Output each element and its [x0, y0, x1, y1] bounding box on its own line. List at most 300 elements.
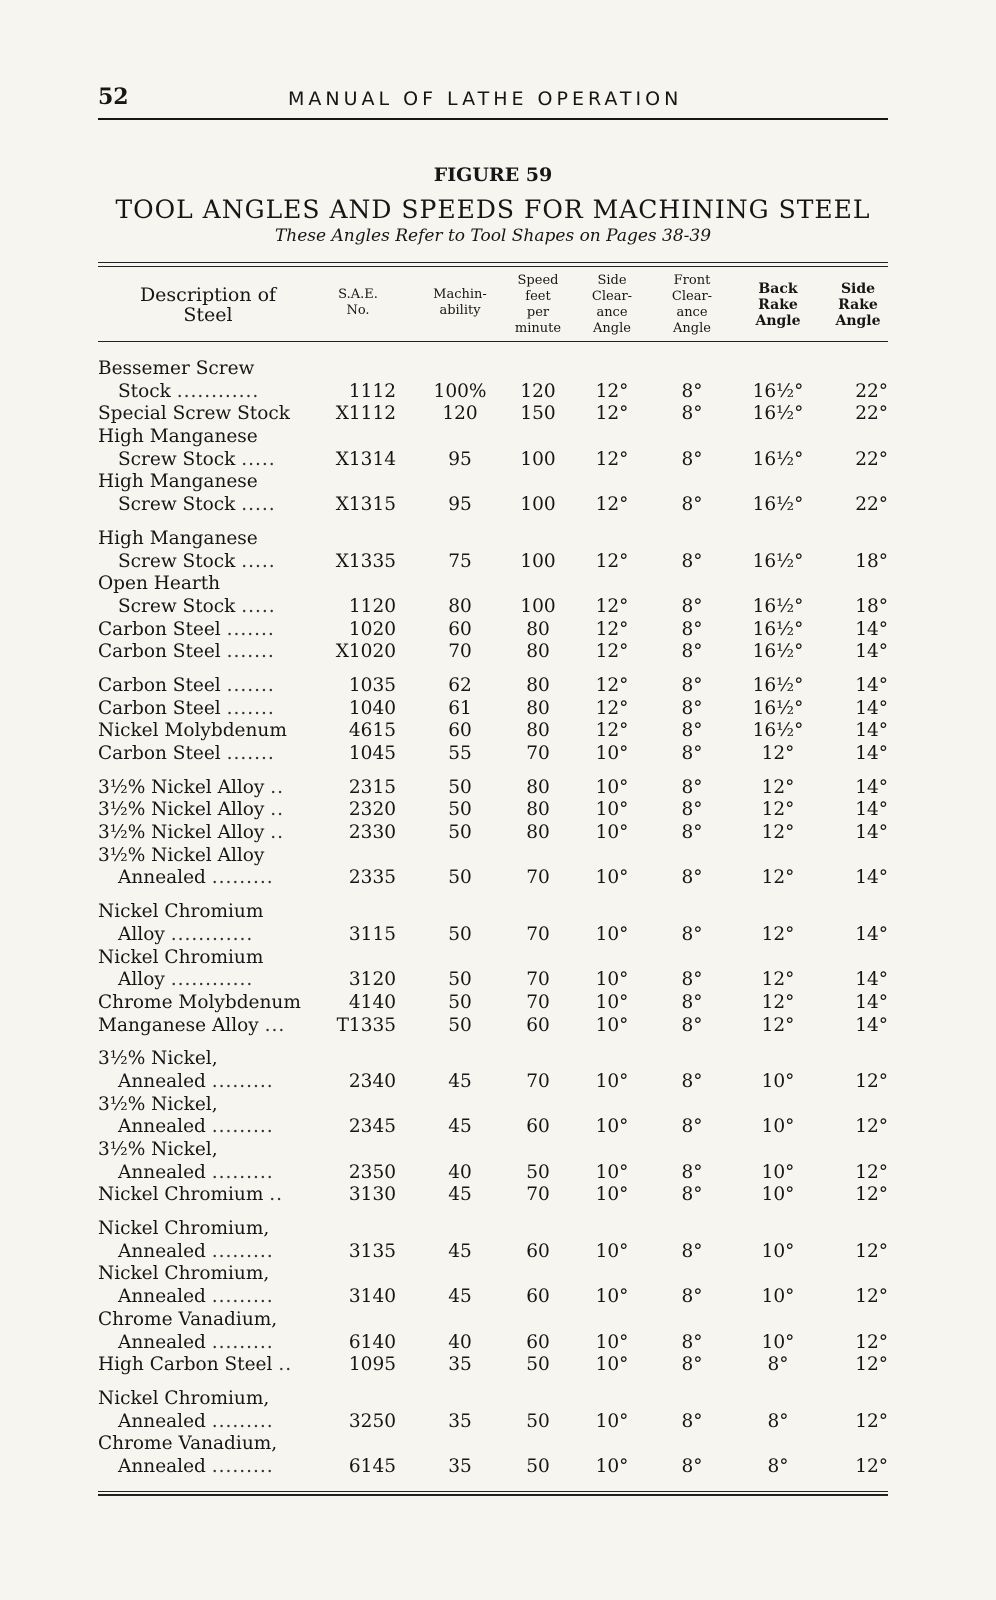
steel-description	[98, 1184, 283, 1205]
table-row	[98, 1286, 888, 1309]
side-clearance-value: 12°	[595, 550, 629, 572]
front-clearance-value: 8°	[681, 1184, 703, 1206]
machinability-value: 60	[448, 618, 472, 640]
side-rake-value: 14°	[855, 720, 888, 742]
side-clearance-value: 10°	[595, 1116, 629, 1138]
side-rake-value: 12°	[855, 1161, 888, 1183]
front-clearance-value: 8°	[681, 1240, 703, 1262]
dot-leader: .........	[211, 1240, 274, 1262]
steel-description	[98, 1354, 292, 1375]
side-rake-value: 12°	[855, 1184, 888, 1206]
table-row	[98, 641, 888, 664]
machinability-value: 45	[448, 1116, 472, 1138]
side-rake-value: 14°	[855, 697, 888, 719]
sae-number: 1020	[348, 618, 396, 640]
machinability-value: 35	[448, 1354, 472, 1376]
sae-number: X1314	[335, 448, 396, 470]
steel-description	[98, 992, 301, 1013]
side-clearance-value: 10°	[595, 1286, 629, 1308]
sae-number: 4140	[348, 991, 396, 1013]
front-clearance-value: 8°	[681, 403, 703, 425]
side-rake-value: 14°	[855, 618, 888, 640]
sae-number: 3135	[348, 1240, 396, 1262]
steel-description	[118, 596, 276, 617]
back-rake-value: 10°	[761, 1116, 795, 1138]
side-clearance-value: 12°	[595, 618, 629, 640]
steel-description-text: Carbon Steel	[98, 674, 221, 696]
back-rake-value: 12°	[761, 799, 795, 821]
side-clearance-value: 10°	[595, 1331, 629, 1353]
machinability-value: 70	[448, 641, 472, 663]
table-row	[98, 1139, 888, 1162]
table-row	[98, 1309, 888, 1332]
machinability-value: 55	[448, 743, 472, 764]
dot-leader: .........	[211, 1286, 274, 1308]
table-row	[98, 596, 888, 619]
steel-description	[98, 698, 275, 719]
dot-leader: ..	[270, 776, 285, 798]
table-row	[98, 698, 888, 721]
side-clearance-value: 10°	[595, 822, 629, 844]
sae-number: T1335	[336, 1014, 396, 1036]
header-bottom-rule	[98, 341, 888, 342]
dot-leader: ..	[278, 1354, 293, 1376]
steel-description	[98, 1388, 269, 1409]
steel-description-text: 3½% Nickel,	[98, 1048, 218, 1070]
front-clearance-value: 8°	[681, 697, 703, 719]
steel-description	[118, 551, 276, 572]
speed-value: 80	[526, 641, 550, 663]
speed-value: 100	[520, 494, 556, 516]
side-rake-value: 14°	[855, 822, 888, 844]
steel-description	[118, 924, 253, 945]
steel-description	[118, 1162, 274, 1183]
side-rake-value: 12°	[855, 1240, 888, 1262]
machinability-value: 60	[448, 720, 472, 742]
steel-description-text: Annealed	[118, 1455, 206, 1477]
front-clearance-value: 8°	[681, 743, 703, 764]
back-rake-value: 16½°	[752, 697, 804, 719]
sae-number: X1315	[335, 494, 396, 516]
back-rake-value: 16½°	[752, 595, 804, 617]
back-rake-value: 16½°	[752, 380, 804, 402]
page-number: 52	[98, 84, 129, 110]
dot-leader: .....	[241, 494, 276, 516]
speed-value: 50	[526, 1410, 550, 1432]
front-clearance-value: 8°	[681, 595, 703, 617]
col-header-description: Description of Steel	[139, 284, 277, 326]
steel-description	[118, 1286, 274, 1307]
table-row	[98, 381, 888, 404]
table-row	[98, 471, 888, 494]
speed-value: 100	[520, 448, 556, 470]
steel-description-text: Nickel Chromium	[98, 946, 264, 968]
sae-number: 3250	[348, 1410, 396, 1432]
steel-description	[98, 358, 254, 379]
steel-description	[98, 1309, 277, 1330]
side-clearance-value: 12°	[595, 403, 629, 425]
steel-description	[98, 426, 258, 447]
side-rake-value: 12°	[855, 1286, 888, 1308]
side-clearance-value: 12°	[595, 595, 629, 617]
steel-description-text: 3½% Nickel Alloy	[98, 844, 265, 866]
speed-value: 80	[526, 822, 550, 844]
machinability-value: 120	[442, 403, 478, 425]
front-clearance-value: 8°	[681, 1161, 703, 1183]
speed-value: 80	[526, 799, 550, 821]
speed-value: 80	[526, 618, 550, 640]
speed-value: 80	[526, 697, 550, 719]
side-rake-value: 22°	[855, 448, 888, 470]
side-rake-value: 12°	[855, 1331, 888, 1353]
steel-description	[98, 528, 258, 549]
side-clearance-value: 10°	[595, 969, 629, 991]
front-clearance-value: 8°	[681, 1014, 703, 1036]
speed-value: 70	[526, 1070, 550, 1092]
steel-description	[118, 449, 276, 470]
steel-description	[98, 947, 263, 968]
steel-description	[98, 471, 258, 492]
side-rake-value: 22°	[855, 403, 888, 425]
sae-number: 1045	[348, 743, 396, 764]
steel-description	[118, 494, 276, 515]
steel-description	[98, 845, 264, 866]
sae-number: 3120	[348, 969, 396, 991]
side-rake-value: 12°	[855, 1410, 888, 1432]
steel-description	[98, 1048, 218, 1069]
speed-value: 70	[526, 1184, 550, 1206]
steel-description-text: Chrome Vanadium,	[98, 1308, 278, 1330]
steel-description-text: Stock	[118, 380, 171, 402]
side-rake-value: 14°	[855, 867, 888, 889]
dot-leader: .....	[241, 550, 276, 572]
table-row	[98, 743, 888, 766]
speed-value: 70	[526, 867, 550, 889]
steel-description	[98, 573, 220, 594]
back-rake-value: 16½°	[752, 618, 804, 640]
steel-description	[98, 777, 284, 798]
side-clearance-value: 12°	[595, 494, 629, 516]
steel-description-text: Bessemer Screw	[98, 358, 255, 379]
steel-description	[98, 1218, 269, 1239]
steel-description-text: Nickel Chromium	[98, 901, 264, 923]
steel-description-text: Carbon Steel	[98, 618, 221, 640]
steel-description	[98, 641, 275, 662]
steel-description	[98, 1094, 218, 1115]
steel-description	[98, 403, 290, 424]
table-row	[98, 1433, 888, 1456]
table-row	[98, 777, 888, 800]
table-row	[98, 619, 888, 642]
steel-description	[118, 1411, 274, 1432]
sae-number: X1335	[335, 550, 396, 572]
machinability-value: 45	[448, 1184, 472, 1206]
speed-value: 50	[526, 1161, 550, 1183]
front-clearance-value: 8°	[681, 674, 703, 696]
dot-leader: .........	[211, 1455, 274, 1477]
speed-value: 70	[526, 991, 550, 1013]
table-row	[98, 573, 888, 596]
front-clearance-value: 8°	[681, 380, 703, 402]
side-clearance-value: 10°	[595, 1070, 629, 1092]
table-row	[98, 845, 888, 868]
machinability-value: 45	[448, 1240, 472, 1262]
speed-value: 50	[526, 1354, 550, 1376]
steel-description-text: Annealed	[118, 1116, 206, 1138]
steel-description	[118, 381, 259, 402]
machinability-value: 45	[448, 1286, 472, 1308]
steel-description-text: Screw Stock	[118, 494, 236, 516]
speed-value: 70	[526, 923, 550, 945]
machinability-value: 50	[448, 1014, 472, 1036]
steel-description	[118, 1116, 274, 1137]
steel-description-text: Annealed	[118, 1161, 206, 1183]
side-rake-value: 14°	[855, 923, 888, 945]
table-row	[98, 494, 888, 517]
back-rake-value: 16½°	[752, 448, 804, 470]
steel-description-text: Annealed	[118, 1240, 206, 1262]
steel-description-text: Carbon Steel	[98, 697, 221, 719]
steel-description-text: Screw Stock	[118, 595, 236, 617]
steel-description-text: Open Hearth	[98, 573, 221, 595]
dot-leader: ............	[176, 380, 260, 402]
side-rake-value: 14°	[855, 991, 888, 1013]
side-clearance-value: 10°	[595, 991, 629, 1013]
back-rake-value: 16½°	[752, 550, 804, 572]
steel-description-text: Annealed	[118, 867, 206, 889]
side-rake-value: 14°	[855, 1014, 888, 1036]
steel-description	[98, 1015, 285, 1036]
table-row	[98, 1354, 888, 1377]
steel-description-text: Screw Stock	[118, 448, 236, 470]
machinability-value: 62	[448, 674, 472, 696]
running-head	[98, 80, 888, 116]
col-header-machinability: Machin- ability	[433, 287, 487, 318]
back-rake-value: 16½°	[752, 674, 804, 696]
back-rake-value: 10°	[761, 1184, 795, 1206]
steel-description-text: Manganese Alloy	[98, 1014, 259, 1036]
side-clearance-value: 12°	[595, 674, 629, 696]
front-clearance-value: 8°	[681, 991, 703, 1013]
steel-description-text: Chrome Vanadium,	[98, 1433, 278, 1455]
steel-description-text: High Manganese	[98, 471, 258, 493]
back-rake-value: 16½°	[752, 720, 804, 742]
table-row	[98, 1332, 888, 1355]
sae-number: 2340	[348, 1070, 396, 1092]
table-row	[98, 1015, 888, 1038]
table-row	[98, 901, 888, 924]
col-header-speed: Speed feet per minute	[514, 273, 562, 336]
back-rake-value: 12°	[761, 969, 795, 991]
steel-description-text: 3½% Nickel Alloy	[98, 799, 265, 821]
steel-description	[98, 1263, 269, 1284]
steel-description	[118, 1071, 274, 1092]
front-clearance-value: 8°	[681, 1410, 703, 1432]
machinability-value: 95	[448, 448, 472, 470]
side-rake-value: 14°	[855, 776, 888, 798]
back-rake-value: 12°	[761, 776, 795, 798]
steel-description-text: Alloy	[118, 923, 165, 945]
steel-description	[98, 799, 284, 820]
table-title: TOOL ANGLES AND SPEEDS FOR MACHINING STEEL	[115, 195, 871, 224]
back-rake-value: 8°	[767, 1455, 789, 1477]
table-row	[98, 528, 888, 551]
side-rake-value: 12°	[855, 1354, 888, 1376]
front-clearance-value: 8°	[681, 1116, 703, 1138]
machinability-value: 50	[448, 923, 472, 945]
steel-description-text: High Manganese	[98, 527, 258, 549]
table-row	[98, 1456, 888, 1479]
speed-value: 100	[520, 595, 556, 617]
side-clearance-value: 10°	[595, 1455, 629, 1477]
table-row	[98, 449, 888, 472]
steel-description-text: Carbon Steel	[98, 743, 221, 764]
sae-number: 3140	[348, 1286, 396, 1308]
side-clearance-value: 12°	[595, 380, 629, 402]
column-headers	[98, 267, 888, 341]
steel-description-text: Annealed	[118, 1331, 206, 1353]
side-clearance-value: 12°	[595, 720, 629, 742]
col-header-side-clearance: Side Clear- ance Angle	[591, 273, 633, 336]
sae-number: 6145	[348, 1455, 396, 1477]
table-row	[98, 822, 888, 845]
steel-description	[118, 1456, 274, 1477]
side-clearance-value: 10°	[595, 1240, 629, 1262]
front-clearance-value: 8°	[681, 1354, 703, 1376]
speed-value: 60	[526, 1331, 550, 1353]
table-row	[98, 1071, 888, 1094]
speed-value: 60	[526, 1286, 550, 1308]
machinability-value: 80	[448, 595, 472, 617]
table-row	[98, 675, 888, 698]
machinability-value: 75	[448, 550, 472, 572]
dot-leader: .........	[211, 867, 274, 889]
steel-description-text: 3½% Nickel,	[98, 1093, 218, 1115]
running-title: MANUAL OF LATHE OPERATION	[288, 88, 683, 110]
machinability-value: 50	[448, 991, 472, 1013]
sae-number: 6140	[348, 1331, 396, 1353]
table-row	[98, 799, 888, 822]
side-clearance-value: 10°	[595, 1354, 629, 1376]
table-row	[98, 1116, 888, 1139]
machinability-value: 45	[448, 1070, 472, 1092]
back-rake-value: 12°	[761, 822, 795, 844]
back-rake-value: 12°	[761, 991, 795, 1013]
steel-description	[98, 743, 275, 764]
dot-leader: ..	[269, 1184, 284, 1206]
side-clearance-value: 12°	[595, 697, 629, 719]
steel-description-text: Carbon Steel	[98, 641, 221, 663]
speed-value: 150	[520, 403, 556, 425]
side-clearance-value: 10°	[595, 1184, 629, 1206]
speed-value: 80	[526, 720, 550, 742]
side-rake-value: 14°	[855, 799, 888, 821]
machinability-value: 40	[448, 1161, 472, 1183]
steel-description	[98, 720, 287, 741]
machinability-value: 50	[448, 776, 472, 798]
table-row	[98, 992, 888, 1015]
front-clearance-value: 8°	[681, 923, 703, 945]
sae-number: X1112	[335, 403, 396, 425]
back-rake-value: 16½°	[752, 403, 804, 425]
back-rake-value: 10°	[761, 1161, 795, 1183]
dot-leader: .........	[211, 1070, 274, 1092]
table-row	[98, 403, 888, 426]
speed-value: 70	[526, 743, 550, 764]
sae-number: 3130	[348, 1184, 396, 1206]
side-rake-value: 14°	[855, 641, 888, 663]
sae-number: 2335	[348, 867, 396, 889]
col-header-back-rake: Back Rake Angle	[755, 281, 801, 329]
steel-description-text: 3½% Nickel,	[98, 1139, 218, 1160]
back-rake-value: 12°	[761, 923, 795, 945]
front-clearance-value: 8°	[681, 1070, 703, 1092]
sae-number: 2315	[348, 776, 396, 798]
sae-number: 1095	[348, 1354, 396, 1376]
table-row	[98, 1388, 888, 1411]
machinability-value: 35	[448, 1410, 472, 1432]
side-clearance-value: 10°	[595, 776, 629, 798]
table-subtitle: These Angles Refer to Tool Shapes on Pages 38-39	[274, 226, 712, 246]
steel-description-text: Annealed	[118, 1070, 206, 1092]
front-clearance-value: 8°	[681, 969, 703, 991]
steel-description-text: Special Screw Stock	[98, 403, 290, 425]
side-clearance-value: 10°	[595, 867, 629, 889]
machinability-value: 50	[448, 799, 472, 821]
side-rake-value: 22°	[855, 494, 888, 516]
steel-description	[118, 969, 253, 990]
dot-leader: .......	[226, 618, 275, 640]
sae-number: 4615	[348, 720, 396, 742]
sae-number: X1020	[335, 641, 396, 663]
back-rake-value: 8°	[767, 1354, 789, 1376]
front-clearance-value: 8°	[681, 776, 703, 798]
front-clearance-value: 8°	[681, 550, 703, 572]
steel-description	[118, 1241, 274, 1262]
side-clearance-value: 10°	[595, 923, 629, 945]
side-rake-value: 12°	[855, 1116, 888, 1138]
side-rake-value: 18°	[855, 550, 888, 572]
front-clearance-value: 8°	[681, 641, 703, 663]
front-clearance-value: 8°	[681, 448, 703, 470]
steel-description	[98, 619, 275, 640]
speed-value: 60	[526, 1116, 550, 1138]
machinability-value: 50	[448, 867, 472, 889]
steel-description-text: 3½% Nickel Alloy	[98, 776, 265, 798]
speed-value: 80	[526, 776, 550, 798]
steel-description	[98, 901, 263, 922]
table-row	[98, 1411, 888, 1434]
figure-label: FIGURE 59	[433, 164, 553, 186]
dot-leader: .......	[226, 674, 275, 696]
steel-description	[98, 675, 275, 696]
steel-description-text: Nickel Chromium,	[98, 1218, 270, 1240]
machinability-value: 35	[448, 1455, 472, 1477]
side-clearance-value: 10°	[595, 1161, 629, 1183]
dot-leader: ..	[270, 799, 285, 821]
steel-description-text: Alloy	[118, 969, 165, 991]
steel-description	[118, 1332, 274, 1353]
dot-leader: ............	[170, 969, 254, 991]
steel-description	[98, 822, 284, 843]
sae-number: 1120	[348, 595, 396, 617]
steel-description-text: Nickel Chromium	[98, 1184, 264, 1206]
back-rake-value: 10°	[761, 1331, 795, 1353]
sae-number: 1040	[348, 697, 396, 719]
dot-leader: .........	[211, 1410, 274, 1432]
steel-description-text: Chrome Molybdenum	[98, 991, 301, 1013]
sae-number: 2350	[348, 1161, 396, 1183]
